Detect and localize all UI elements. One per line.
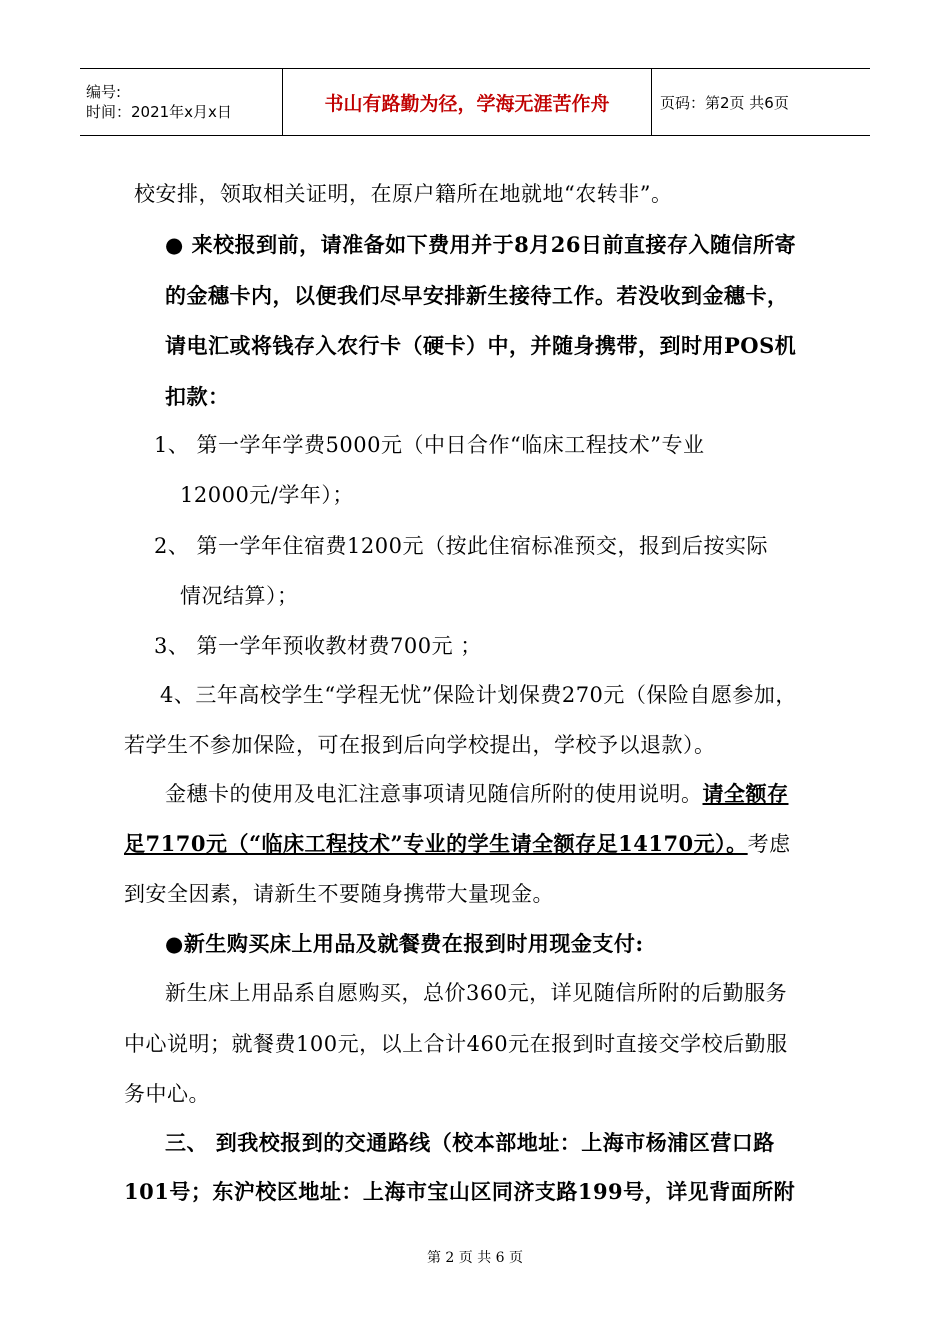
list-item-textbook: 3、 第一学年预收教材费700元 ； <box>154 634 482 658</box>
paragraph-line: 务中心。 <box>124 1082 210 1106</box>
paragraph-line: 请电汇或将钱存入农行卡（硬卡）中，并随身携带，到时用POS机 <box>165 333 797 358</box>
header-page-label: 页码：第2页 共6页 <box>660 93 789 112</box>
deposit-amount-emphasis: 足7170元（“临床工程技术”专业的学生请全额存足14170元）。 <box>124 831 748 856</box>
document-number-label: 编号: <box>86 83 122 101</box>
list-item-insurance: 4、三年高校学生“学程无忧”保险计划保费270元（保险自愿参加， <box>160 683 797 707</box>
page-footer: 第 2 页 共 6 页 <box>426 1250 524 1266</box>
list-item-insurance-cont: 若学生不参加保险，可在报到后向学校提出，学校予以退款）。 <box>124 733 716 757</box>
section-heading-transport: 三、 到我校报到的交通路线（校本部地址：上海市杨浦区营口路 <box>165 1130 775 1155</box>
paragraph-line: 到安全因素，请新生不要随身携带大量现金。 <box>124 882 554 906</box>
paragraph-line: 扣款： <box>165 384 230 409</box>
document-time-label: 时间：2021年x月x日 <box>86 103 232 121</box>
paragraph-line: 101号；东沪校区地址：上海市宝山区同济支路199号，详见背面所附 <box>124 1179 796 1204</box>
header-motto: 书山有路勤为径，学海无涯苦作舟 <box>283 69 652 135</box>
paragraph-line: 校安排，领取相关证明，在原户籍所在地就地“农转非”。 <box>134 182 673 206</box>
paragraph-line <box>124 828 791 858</box>
list-item-tuition-cont: 12000元/学年）； <box>180 483 354 507</box>
list-item-dormitory: 2、 第一学年住宿费1200元（按此住宿标准预交，报到后按实际 <box>154 534 768 558</box>
bullet-bedding-meal-line: ●新生购买床上用品及就餐费在报到时用现金支付: <box>165 931 644 956</box>
paragraph-card-usage <box>165 778 789 808</box>
card-usage-text: 金穗卡的使用及电汇注意事项请见随信所附的使用说明。 <box>165 782 703 806</box>
paragraph-line: 中心说明；就餐费100元，以上合计460元在报到时直接交学校后勤服 <box>124 1032 788 1056</box>
safety-text: 考虑 <box>747 832 791 856</box>
header-meta <box>80 69 283 135</box>
bullet-fee-deposit-line: ● 来校报到前，请准备如下费用并于8月26日前直接存入随信所寄 <box>165 232 796 257</box>
deposit-amount-emphasis: 请全额存 <box>702 781 789 806</box>
list-item-tuition: 1、 第一学年学费5000元（中日合作“临床工程技术”专业 <box>154 433 705 457</box>
page-header <box>80 68 870 136</box>
paragraph-line: 的金穗卡内，以便我们尽早安排新生接待工作。若没收到金穗卡， <box>165 283 789 308</box>
paragraph-line: 新生床上用品系自愿购买，总价360元，详见随信所附的后勤服务 <box>165 981 788 1005</box>
list-item-dormitory-cont: 情况结算）； <box>180 584 299 608</box>
